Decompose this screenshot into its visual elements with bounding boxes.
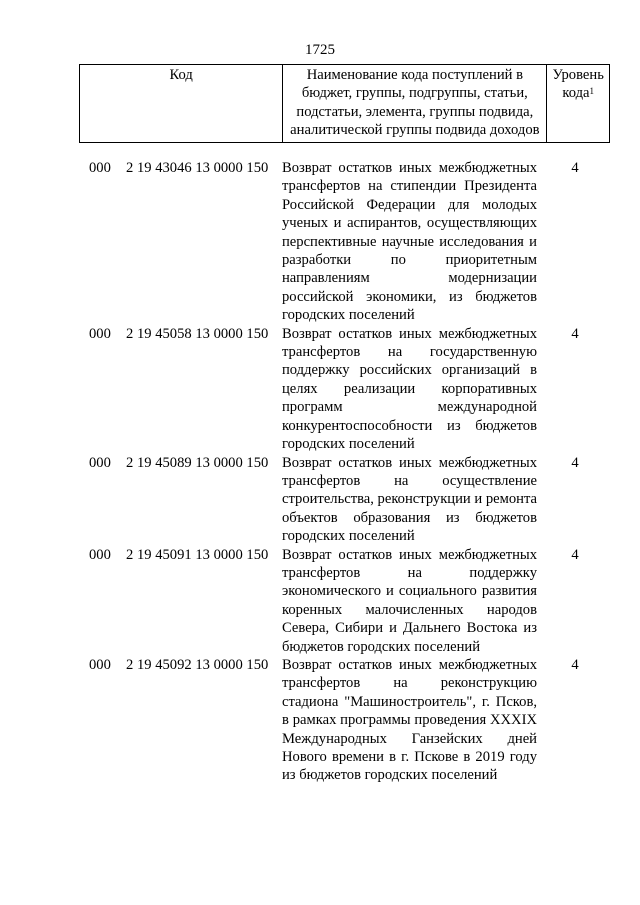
revenue-code: 2 19 45089 13 0000 150	[126, 454, 269, 471]
admin-code: 000	[89, 656, 111, 673]
table-header	[79, 64, 610, 143]
footnote-marker: 1	[589, 86, 594, 97]
code-level: 4	[571, 454, 579, 471]
revenue-name: Возврат остатков иных межбюджетных трансфертов на осуществление строительства, реконструкции и ремонта объектов образования из бюджетов городских поселений	[282, 454, 537, 545]
table-row	[0, 325, 640, 454]
revenue-name: Возврат остатков иных межбюджетных трансфертов на государственную поддержку российских организаций в целях реализации корпоративных программ международной конкурентоспособности из бюджетов городских поселений	[282, 325, 537, 453]
table-row	[0, 546, 640, 656]
revenue-code: 2 19 45091 13 0000 150	[126, 546, 269, 563]
admin-code: 000	[89, 325, 111, 342]
table-row	[0, 656, 640, 785]
table-row	[0, 159, 640, 325]
admin-code: 000	[89, 454, 111, 471]
code-level: 4	[571, 546, 579, 563]
table-row	[0, 454, 640, 546]
page-number: 1725	[305, 42, 335, 58]
code-level: 4	[571, 656, 579, 673]
header-level-label: Уровень кода	[552, 67, 604, 102]
revenue-code: 2 19 43046 13 0000 150	[126, 160, 269, 176]
revenue-name: Возврат остатков иных межбюджетных трансфертов на поддержку экономического и социального развития коренных малочисленных народов Севера, Сибири и Дальнего Востока из бюджетов городских поселений	[282, 546, 537, 655]
revenue-name: Возврат остатков иных межбюджетных трансфертов на стипендии Президента Российской Федерации для молодых ученых и аспирантов, осуществляющих перспективные научные исследования и разработки по приоритетным направлениям модернизации российской экономики, из бюджетов городских поселений	[282, 160, 537, 324]
header-name: Наименование кода поступлений в бюджет, группы, подгруппы, статьи, подстатьи, элемента, группы подвида, аналитической группы подвида доходов	[283, 65, 547, 143]
revenue-code-list	[0, 159, 640, 785]
revenue-code: 2 19 45058 13 0000 150	[126, 325, 269, 342]
header-level	[547, 65, 610, 143]
admin-code: 000	[89, 546, 111, 563]
revenue-name: Возврат остатков иных межбюджетных трансфертов на реконструкцию стадиона "Машиностроитель", г. Псков, в рамках программы проведения XXXIX Международных Ганзейских дней Нового времени в г. Пскове в 2019 году из бюджетов городских поселений	[282, 656, 537, 784]
revenue-code: 2 19 45092 13 0000 150	[126, 656, 269, 673]
code-level: 4	[571, 325, 579, 342]
header-code: Код	[80, 65, 283, 143]
admin-code: 000	[89, 160, 111, 176]
code-level: 4	[571, 160, 579, 176]
